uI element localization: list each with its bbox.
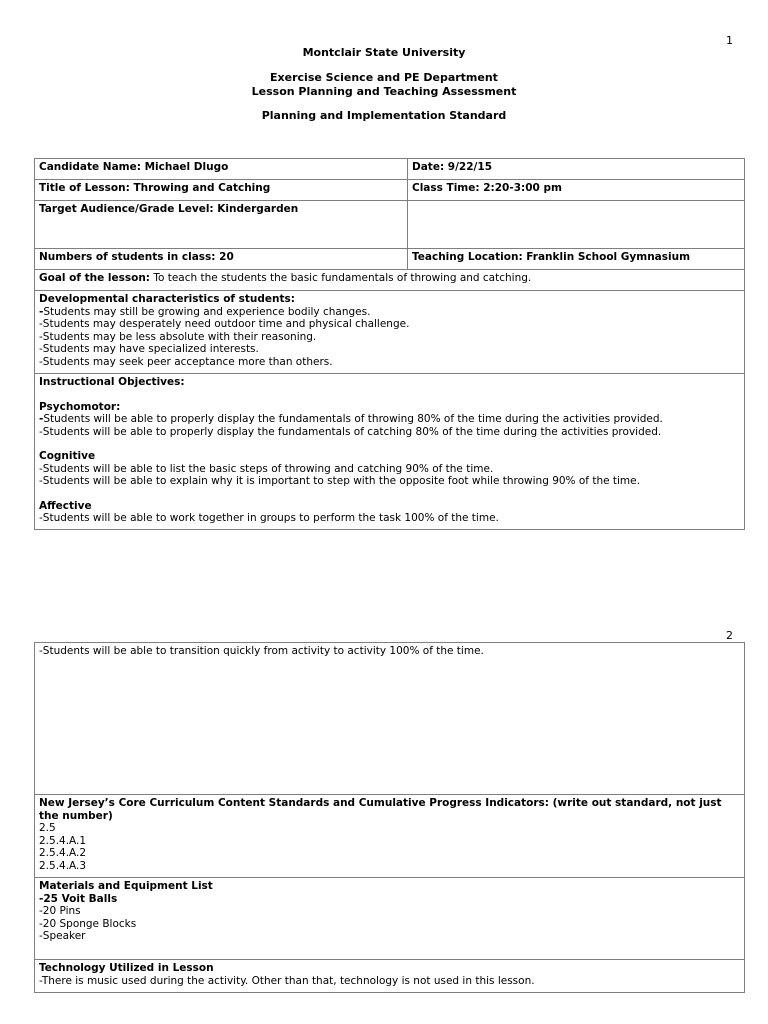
- target-audience: Target Audience/Grade Level: Kindergarden: [35, 201, 408, 249]
- list-item: -Students will be able to work together in groups to perform the task 100% of the time.: [39, 512, 499, 524]
- list-item: -Students may desperately need outdoor time and physical challenge.: [39, 318, 410, 330]
- affective-heading: Affective: [39, 499, 92, 512]
- list-item: -Students will be able to explain why it is important to step with the opposite foot while throwing 90% of the time.: [39, 475, 640, 487]
- department-title: Exercise Science and PE Department: [270, 71, 498, 84]
- page-number-1: 1: [726, 34, 733, 47]
- lesson-goal: [35, 270, 745, 291]
- lesson-date: Date: 9/22/15: [408, 159, 745, 180]
- list-item: -25 Voit Balls: [39, 892, 118, 905]
- objectives-heading: Instructional Objectives:: [39, 376, 185, 388]
- technology-text: -There is music used during the activity. Other than that, technology is not used in this lesson.: [39, 974, 535, 987]
- list-item: -Students may have specialized interests.: [39, 343, 259, 355]
- technology-heading: Technology Utilized in Lesson: [39, 962, 214, 974]
- standard-title: Planning and Implementation Standard: [261, 109, 507, 122]
- nj-standards: [35, 795, 745, 878]
- goal-text: To teach the students the basic fundamentals of throwing and catching.: [150, 272, 532, 284]
- list-item: -Students will be able to properly display the fundamentals of throwing 80% of the time during the activities provided.: [39, 413, 663, 425]
- dev-heading: Developmental characteristics of students:: [39, 293, 295, 305]
- empty-cell: [408, 201, 745, 249]
- psychomotor-heading: Psychomotor:: [39, 400, 121, 413]
- lesson-title: Title of Lesson: Throwing and Catching: [35, 180, 408, 201]
- lesson-plan-table-page2: [34, 642, 745, 993]
- list-item: -Students will be able to list the basic steps of throwing and catching 90% of the time.: [39, 462, 494, 475]
- list-item: -20 Pins: [39, 905, 81, 917]
- developmental-characteristics: [35, 291, 745, 374]
- list-item: -Students will be able to properly display the fundamentals of catching 80% of the time during the activities provided.: [39, 425, 662, 438]
- materials-heading: Materials and Equipment List: [39, 880, 213, 892]
- list-item: 2.5: [39, 822, 56, 834]
- assessment-title: Lesson Planning and Teaching Assessment: [251, 85, 517, 98]
- list-item: 2.5.4.A.1: [39, 834, 87, 847]
- page-number-2: 2: [726, 629, 733, 642]
- technology-utilized: [35, 960, 745, 993]
- list-item: -Speaker: [39, 930, 86, 942]
- list-item: 2.5.4.A.3: [39, 859, 87, 872]
- instructional-objectives: [35, 374, 745, 530]
- teaching-location: Teaching Location: Franklin School Gymnasium: [408, 249, 745, 270]
- list-item: -Students may still be growing and experience bodily changes.: [39, 305, 371, 318]
- nj-standards-heading: New Jersey’s Core Curriculum Content Standards and Cumulative Progress Indicators: (write out standard, not just: [39, 797, 722, 809]
- number-of-students: Numbers of students in class: 20: [35, 249, 408, 270]
- goal-label: Goal of the lesson:: [39, 272, 150, 284]
- materials-equipment: [35, 878, 745, 960]
- list-item: -20 Sponge Blocks: [39, 917, 137, 930]
- nj-standards-heading-cont: the number): [39, 809, 113, 822]
- list-item: 2.5.4.A.2: [39, 847, 87, 859]
- lesson-plan-table-page1: [34, 158, 745, 530]
- continued-objectives: [35, 643, 745, 795]
- list-item: -Students may seek peer acceptance more than others.: [39, 355, 333, 368]
- university-title: Montclair State University: [302, 46, 466, 59]
- class-time: Class Time: 2:20-3:00 pm: [408, 180, 745, 201]
- list-item: -Students will be able to transition quickly from activity to activity 100% of the time.: [39, 645, 484, 657]
- list-item: -Students may be less absolute with their reasoning.: [39, 330, 317, 343]
- candidate-name: Candidate Name: Michael Dlugo: [35, 159, 408, 180]
- cognitive-heading: Cognitive: [39, 450, 96, 462]
